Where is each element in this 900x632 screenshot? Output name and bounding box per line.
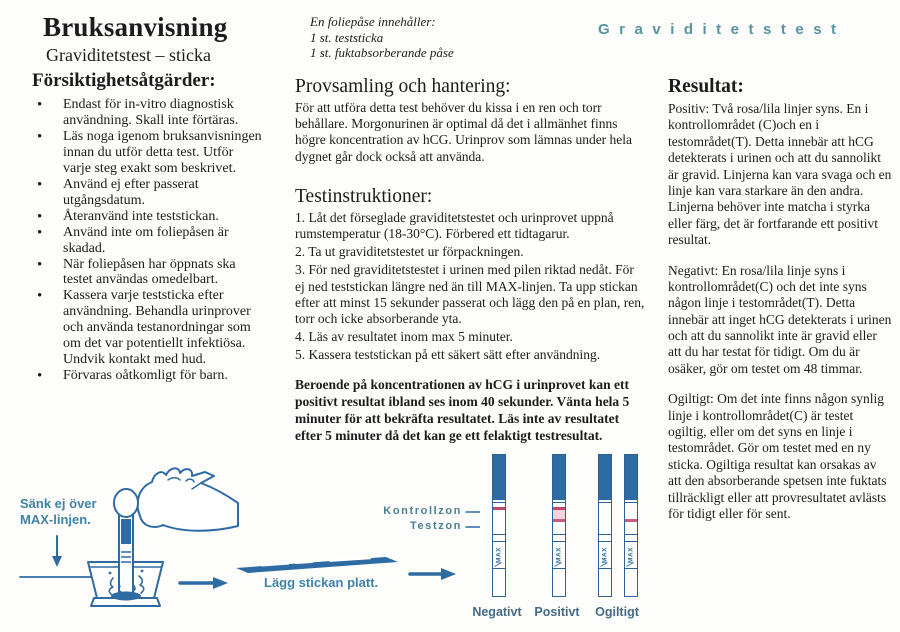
result-positive-text: Positiv: Två rosa/lila linjer syns. En i kontrollområdet (C)och en i testområdet(T). Detta innebär att hCG detekterats i urinen och att du sannolikt är gravid. Linjerna kan vara svaga och en linje kan vara starkare än den andra. Linjerna behöver inte matcha i styrka eller färg, det är fortfarande ett positivt resultat.: [668, 101, 892, 248]
result-negative-text: Negativt: En rosa/lila linje syns i kontrollområdet(C) och det inte syns någon linje i testområdet(T). Detta innebär att inget hCG detekterats i urinen och att du sannolikt inte är gravid eller att du har testat för tidigt. Om du är osäker, gör om testet om 48 timmar.: [668, 262, 892, 376]
stick-max-section: [493, 541, 505, 569]
arrow-down-head: [52, 556, 62, 567]
test-stick: [624, 454, 638, 597]
max-label: MAX: [555, 547, 563, 563]
stick-handle: [625, 455, 637, 500]
stick-max-section: [599, 541, 611, 569]
package-contents-note: [310, 14, 454, 61]
stick-result-window: [493, 502, 505, 535]
test-stick: [492, 454, 506, 597]
stick-result-label: Positivt: [534, 605, 580, 619]
test-line: [625, 519, 637, 522]
note-line: 1 st. fuktabsorberande påse: [310, 45, 454, 61]
precautions-heading: Försiktighetsåtgärder:: [32, 70, 216, 91]
page-subtitle: Graviditetstest – sticka: [46, 45, 211, 65]
dipping-diagram: [0, 440, 480, 632]
dip-warning-label: Sänk ej över MAX-linjen.: [20, 496, 97, 528]
instruction-step: 4. Läs av resultatet inom max 5 minuter.: [295, 329, 513, 345]
brand-wordmark: Graviditetstest: [598, 21, 846, 38]
control-zone-label: Kontrollzon: [383, 505, 462, 517]
control-line: [493, 507, 505, 510]
list-item: • Använd inte om foliepåsen är skadad.: [10, 225, 262, 257]
stick-result-window: [599, 502, 611, 535]
flat-stick-label: Lägg stickan platt.: [264, 575, 379, 590]
page-title: Bruksanvisning: [43, 12, 228, 42]
instruction-step: 5. Kassera teststickan på ett säkert sätt efter användning.: [295, 347, 601, 363]
stick-max-section: [625, 541, 637, 569]
stick-result-label: Negativt: [472, 605, 522, 619]
results-section: [668, 76, 892, 536]
stick-result-label: Ogiltigt: [595, 605, 639, 619]
instructions-section: [295, 76, 647, 444]
stick-result-window: [553, 502, 565, 535]
test-line: [553, 519, 565, 522]
stick-result-window: [625, 502, 637, 535]
test-zone-label: Testzon: [410, 520, 462, 532]
precautions-list: [10, 97, 262, 384]
sampling-heading: Provsamling och hantering:: [295, 76, 511, 97]
max-label: MAX: [601, 547, 609, 563]
test-stick-in-cup: [119, 510, 133, 594]
stick-handle: [599, 455, 611, 500]
test-instructions-heading: Testinstruktioner:: [295, 185, 433, 207]
stick-handle: [493, 455, 505, 500]
test-stick: [552, 454, 566, 597]
hand-icon: [138, 468, 238, 530]
instruction-step: 2. Ta ut graviditetstestet ur förpackningen.: [295, 244, 524, 260]
note-line: 1 st. teststicka: [310, 29, 384, 45]
flat-stick: [236, 557, 398, 573]
test-stick: [598, 454, 612, 597]
result-invalid-text: Ogiltigt: Om det inte finns någon synlig linje i kontrollområdet(C) är testet ogiltig, eller om det syns en linje i testområdet. Gör om testet med en ny sticka. Ogiltiga resultat kan orsakas av att den absorberande spetsen inte fuktats tillräckligt eller att provresultatet avlästs för tidigt eller för sent.: [668, 391, 887, 521]
arrow-right-head: [213, 577, 228, 589]
list-item: • Förvaras oåtkomligt för barn.: [10, 368, 262, 384]
sampling-body: För att utföra detta test behöver du kissa i en ren och torr behållare. Morgonurinen är optimal då det i allmänhet finns högre koncentration av hCG. Urinprov som lämnas under hela dygnet går dock också att använda.: [295, 100, 633, 164]
list-item: • Använd ej efter passerat utgångsdatum.: [10, 177, 262, 209]
thumb: [114, 489, 138, 517]
timing-warning: Beroende på koncentrationen av hCG i urinprovet kan ett positivt resultat ibland ses inom 40 sekunder. Vänta hela 5 minuter för att bekräfta resultatet. Läs inte av resultatet efter 5 minuter då det kan ge ett felaktigt testresultat.: [295, 377, 630, 443]
list-item: • Läs noga igenom bruksanvisningen innan du utför detta test. Utför varje steg exakt som beskrivet.: [10, 129, 262, 177]
control-line: [553, 507, 565, 510]
instruction-step: 3. För ned graviditetstestet i urinen med pilen riktad nedåt. För ej ned teststickan längre ned än till MAX-linjen. Ta upp stickan efter att minst 15 sekunder passerat och lägg den på en plan, ren, torr och icke absorberande yta.: [295, 262, 645, 326]
list-item: • Återanvänd inte teststickan.: [10, 209, 262, 225]
max-label: MAX: [627, 547, 635, 563]
arrow-right-head: [441, 568, 456, 580]
stick-max-section: [553, 541, 565, 569]
precautions-section: [10, 70, 262, 384]
instruction-step: 1. Låt det förseglade graviditetstestet och urinprovet uppnå rumstemperatur (18-30°C). Förbered ett tidtagarur.: [295, 209, 614, 241]
test-sticks: [492, 454, 652, 597]
stick-handle: [553, 455, 565, 500]
list-item: • När foliepåsen har öppnats ska testet användas omedelbart.: [10, 257, 262, 289]
max-label: MAX: [495, 547, 503, 563]
results-heading: Resultat:: [668, 76, 744, 97]
list-item: • Kassera varje teststicka efter användning. Behandla urinprover och använda testanordningar som om det var potentiellt infektiösa. Undvik kontakt med hud.: [10, 288, 262, 368]
list-item: • Endast för in-vitro diagnostisk användning. Skall inte förtäras.: [10, 97, 262, 129]
note-line: En foliepåse innehåller:: [310, 14, 436, 29]
